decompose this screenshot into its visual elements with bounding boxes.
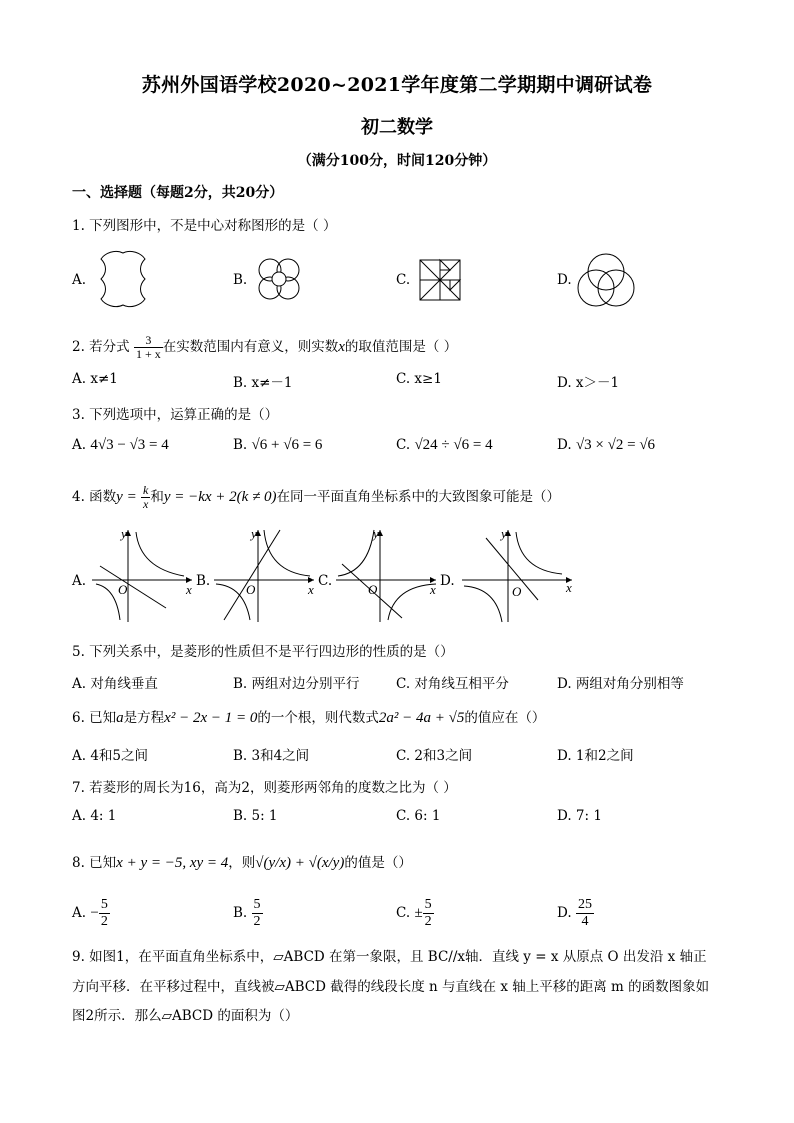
q8-c-frac	[423, 897, 434, 930]
q8-option-d	[557, 897, 594, 930]
q1-option-d-label: D.	[557, 272, 572, 288]
q3-d-label: D.	[557, 437, 572, 453]
q7-option-d: D. 7: 1	[557, 808, 602, 824]
exam-title: 苏州外国语学校2020~2021学年度第二学期期中调研试卷	[141, 74, 653, 96]
question-8-stem	[72, 851, 412, 872]
q2-option-d: D. x＞－1	[557, 375, 620, 391]
cross-lobed-shape-icon	[93, 247, 153, 311]
exam-subtitle: 初二数学	[361, 117, 433, 138]
q3-option-a	[72, 437, 169, 454]
q5-option-a: A. 对角线垂直	[72, 676, 158, 692]
q8-a-label: A.	[72, 905, 87, 921]
triquetra-circles-icon	[574, 250, 638, 310]
q8-b-label: B.	[233, 905, 248, 921]
q8-stem-mid: ，则	[228, 855, 256, 871]
q6-stem-mid: 是方程	[123, 710, 165, 726]
q5-option-b: B. 两组对边分别平行	[233, 676, 360, 692]
q6-var-a: a	[116, 710, 124, 726]
q8-c-label: C.	[396, 905, 411, 921]
question-4-stem	[72, 484, 560, 511]
q4d-y-label: y	[501, 526, 507, 541]
q8-c-sign: ±	[414, 905, 423, 921]
q8-condition: x + y = −5, xy = 4	[116, 855, 229, 871]
q4-fn1-frac	[141, 484, 150, 511]
q1-option-a-label: A.	[72, 272, 87, 288]
question-3-stem: 3. 下列选项中，运算正确的是（）	[72, 407, 279, 423]
q4-option-d-label: D.	[440, 573, 455, 589]
q4-option-a-label: A.	[72, 573, 87, 589]
q3-a-label: A.	[72, 437, 87, 453]
q6-expression: 2a² − 4a + √5	[378, 710, 465, 726]
q2-option-b: B. x≠－1	[233, 375, 293, 391]
q7-option-c: C. 6: 1	[396, 808, 441, 824]
q8-a-sign: −	[90, 905, 99, 921]
q8-expression: √(y/x) + √(x/y)	[255, 855, 345, 871]
q6-stem-end: 的值应在（）	[464, 710, 546, 726]
q4c-y-label: y	[373, 526, 379, 541]
q4a-y-label: y	[121, 526, 127, 541]
question-9-line-1: 9. 如图1，在平面直角坐标系中，▱ABCD 在第一象限，且 BC//x轴．直线 y = x 从原点 O 出发沿 x 轴正	[72, 949, 707, 965]
q7-option-b: B. 5: 1	[233, 808, 278, 824]
q3-d-expr: √3 × √2 = √6	[575, 437, 656, 453]
q6-stem-pre: 6. 已知	[72, 710, 117, 726]
q3-option-c	[396, 437, 493, 454]
q5-option-c: C. 对角线互相平分	[396, 676, 509, 692]
q4-graph-a	[88, 524, 198, 624]
exam-note: （满分100分，时间120分钟）	[297, 153, 497, 169]
q4d-x-label: x	[566, 580, 572, 595]
q4b-x-label: x	[308, 582, 314, 597]
question-6-stem	[72, 706, 545, 727]
q8-stem-end: 的值是（）	[344, 855, 412, 871]
q1-option-b-label: B.	[233, 272, 248, 288]
q4c-x-label: x	[430, 582, 436, 597]
q6-option-b: B. 3和4之间	[233, 748, 310, 764]
q4b-origin: O	[246, 582, 256, 597]
q8-c-den: 2	[424, 914, 432, 929]
q6-stem-mid2: 的一个根，则代数式	[257, 710, 379, 726]
section-heading: 一、选择题（每题2分，共20分）	[72, 185, 284, 201]
q4d-origin: O	[512, 584, 522, 599]
q4-fn1-lhs: y =	[116, 489, 137, 505]
q2-frac-num: 3	[134, 334, 163, 348]
q4-graph-b	[210, 524, 320, 624]
q8-d-frac	[576, 897, 594, 930]
q6-option-a: A. 4和5之间	[72, 748, 149, 764]
q8-b-frac	[252, 897, 263, 930]
q3-c-expr: √24 ÷ √6 = 4	[414, 437, 493, 453]
q6-option-d: D. 1和2之间	[557, 748, 634, 764]
q8-stem-pre: 8. 已知	[72, 855, 117, 871]
q4a-origin: O	[118, 582, 128, 597]
q4-option-b-label: B.	[196, 573, 211, 589]
q7-option-a: A. 4: 1	[72, 808, 117, 824]
q2-option-c: C. x≥1	[396, 371, 442, 387]
q4-fn1-den: x	[143, 497, 149, 511]
q8-b-num: 5	[253, 897, 261, 912]
q1-option-c-label: C.	[396, 272, 411, 288]
q4b-y-label: y	[251, 526, 257, 541]
q2-stem-post: 在实数范围内有意义，则实数	[162, 339, 339, 355]
q3-a-expr: 4√3 − √3 = 4	[90, 437, 169, 453]
q4-graph-c	[332, 524, 442, 624]
q4c-origin: O	[368, 582, 378, 597]
q2-option-a: A. x≠1	[72, 371, 118, 387]
q5-option-d: D. 两组对角分别相等	[557, 676, 684, 692]
q6-option-c: C. 2和3之间	[396, 748, 473, 764]
q3-option-b	[233, 437, 322, 454]
q4-fn1-num: k	[143, 483, 149, 497]
q6-equation: x² − 2x − 1 = 0	[164, 710, 258, 726]
question-2-stem	[72, 334, 457, 361]
q3-option-d	[557, 437, 655, 454]
pinwheel-triangles-icon	[418, 258, 462, 302]
q4a-x-label: x	[186, 582, 192, 597]
q8-a-frac	[99, 897, 110, 930]
q3-b-expr: √6 + √6 = 6	[251, 437, 323, 453]
q8-a-num: 5	[100, 897, 108, 912]
q2-stem-end: 的取值范围是（ ）	[344, 339, 458, 355]
q3-c-label: C.	[396, 437, 411, 453]
q3-b-label: B.	[233, 437, 248, 453]
q2-fraction	[134, 334, 163, 361]
q8-a-den: 2	[100, 914, 108, 929]
question-7-stem: 7. 若菱形的周长为16，高为2，则菱形两邻角的度数之比为（ ）	[72, 780, 457, 796]
q4-graph-d	[458, 524, 578, 624]
q2-var: x	[338, 339, 345, 355]
four-petal-flower-icon	[253, 253, 305, 305]
q8-d-den: 4	[581, 914, 589, 929]
q4-option-c-label: C.	[318, 573, 333, 589]
q4-fn2: y = −kx + 2(k ≠ 0)	[163, 489, 277, 505]
q8-option-b	[233, 897, 263, 930]
q8-option-a	[72, 897, 110, 930]
q2-frac-den: 1 + x	[135, 347, 161, 361]
question-9-line-3: 图2所示．那么▱ABCD 的面积为（）	[72, 1008, 299, 1024]
question-5-stem: 5. 下列关系中，是菱形的性质但不是平行四边形的性质的是（）	[72, 644, 454, 660]
q4-stem-pre: 4. 函数	[72, 489, 117, 505]
q4-stem-mid: 和	[150, 489, 164, 505]
q8-d-num: 25	[577, 897, 592, 912]
q8-b-den: 2	[253, 914, 261, 929]
question-1-stem: 1. 下列图形中，不是中心对称图形的是（ ）	[72, 218, 337, 234]
q2-stem-pre: 2. 若分式	[72, 339, 130, 355]
q8-d-label: D.	[557, 905, 572, 921]
q8-option-c	[396, 897, 434, 930]
q4-stem-post: 在同一平面直角坐标系中的大致图象可能是（）	[276, 489, 561, 505]
q8-c-num: 5	[424, 897, 432, 912]
question-9-line-2: 方向平移．在平移过程中，直线被▱ABCD 截得的线段长度 n 与直线在 x 轴上平移的距离 m 的函数图象如	[72, 979, 710, 995]
